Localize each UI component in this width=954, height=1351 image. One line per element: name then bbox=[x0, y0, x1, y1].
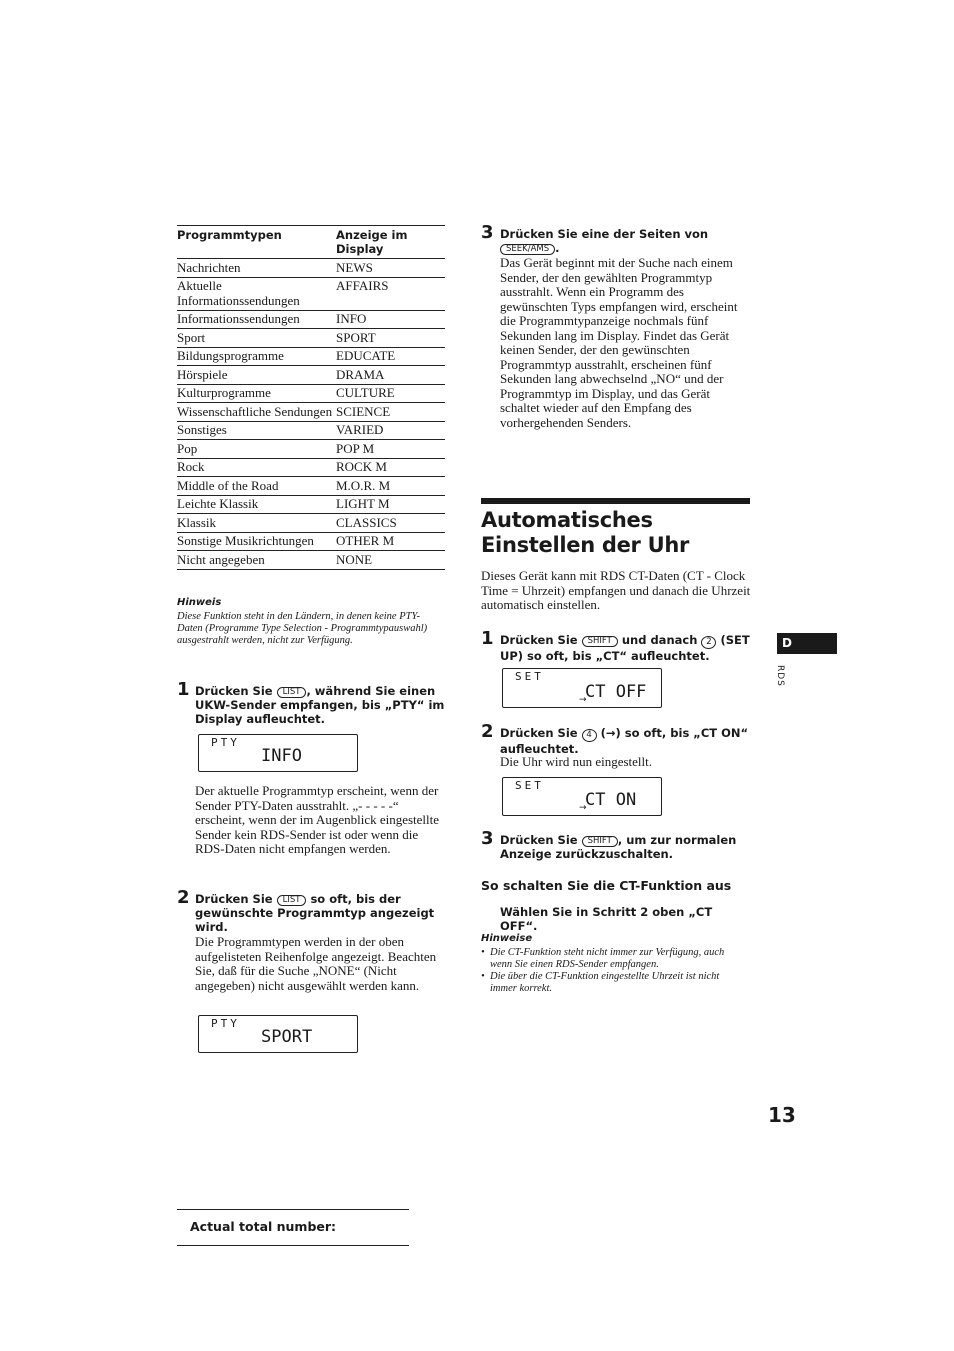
table-cell-programmtyp: Sonstige Musikrichtungen bbox=[177, 532, 336, 551]
hint-item bbox=[481, 971, 743, 995]
table-cell-anzeige: SCIENCE bbox=[336, 403, 445, 422]
table-row bbox=[177, 477, 445, 496]
step-2-pre: Drücken Sie bbox=[195, 892, 273, 906]
ct-step-2-number: 2 bbox=[481, 721, 494, 742]
table-row bbox=[177, 384, 445, 403]
step-2-instruction bbox=[195, 892, 445, 934]
table-row bbox=[177, 347, 445, 366]
table-cell-anzeige: LIGHT M bbox=[336, 495, 445, 514]
table-cell-anzeige: NONE bbox=[336, 551, 445, 570]
table-row bbox=[177, 403, 445, 422]
table-header-anzeige: Anzeige im Display bbox=[336, 226, 445, 259]
step-2-post: so oft, bis der gewünschte Programmtyp angezeigt wird. bbox=[195, 892, 435, 934]
ct-step-3-post: , um zur normalen Anzeige zurückzuschalten. bbox=[500, 833, 737, 861]
seek-ams-key-icon: SEEK/AMS bbox=[500, 244, 555, 255]
table-row bbox=[177, 495, 445, 514]
table-cell-anzeige: CLASSICS bbox=[336, 514, 445, 533]
table-cell-programmtyp: Hörspiele bbox=[177, 366, 336, 385]
actual-total-box bbox=[177, 1209, 409, 1246]
table-body bbox=[177, 259, 445, 570]
step-1-instruction bbox=[195, 684, 445, 726]
ct-step-2-instruction bbox=[500, 726, 752, 756]
table-cell-anzeige: ROCK M bbox=[336, 458, 445, 477]
shift-key-icon: SHIFT bbox=[582, 836, 618, 847]
display-value: CT OFF bbox=[585, 682, 647, 702]
table-row bbox=[177, 277, 445, 310]
actual-total-label: Actual total number: bbox=[190, 1219, 337, 1234]
table-cell-anzeige: INFO bbox=[336, 310, 445, 329]
table-cell-programmtyp: Sport bbox=[177, 329, 336, 348]
table-cell-programmtyp: Nachrichten bbox=[177, 259, 336, 278]
table-row bbox=[177, 421, 445, 440]
table-row bbox=[177, 259, 445, 278]
table-cell-programmtyp: Nicht angegeben bbox=[177, 551, 336, 570]
table-row bbox=[177, 310, 445, 329]
bullet-icon: • bbox=[481, 971, 485, 982]
hints-title: Hinweise bbox=[481, 933, 533, 944]
ct-step-1-instruction bbox=[500, 633, 752, 663]
display-label: PTY bbox=[211, 1017, 240, 1030]
hint-item-text: Die CT-Funktion steht nicht immer zur Verfügung, auch wenn Sie einen RDS-Sender empfangen. bbox=[490, 947, 725, 970]
program-type-table bbox=[177, 225, 445, 570]
table-cell-anzeige: DRAMA bbox=[336, 366, 445, 385]
table-cell-programmtyp: Sonstiges bbox=[177, 421, 336, 440]
display-value: SPORT bbox=[261, 1027, 313, 1047]
display-label: SET bbox=[515, 670, 544, 683]
ct-step-3-instruction bbox=[500, 833, 752, 861]
table-row bbox=[177, 514, 445, 533]
table-cell-programmtyp: Rock bbox=[177, 458, 336, 477]
table-row bbox=[177, 551, 445, 570]
table-cell-anzeige: SPORT bbox=[336, 329, 445, 348]
ct-step-1-mid: und danach bbox=[621, 633, 698, 647]
ct-off-title: So schalten Sie die CT-Funktion aus bbox=[481, 878, 732, 893]
ct-step-1-pre: Drücken Sie bbox=[500, 633, 578, 647]
table-cell-anzeige: VARIED bbox=[336, 421, 445, 440]
hints-list bbox=[481, 947, 743, 995]
page-number: 13 bbox=[768, 1103, 796, 1127]
button-2-icon: 2 bbox=[701, 636, 716, 649]
table-cell-anzeige: EDUCATE bbox=[336, 347, 445, 366]
section-heading: Automatisches Einstellen der Uhr bbox=[481, 508, 690, 557]
table-row bbox=[177, 366, 445, 385]
display-label: SET bbox=[515, 779, 544, 792]
bullet-icon: • bbox=[481, 947, 485, 958]
table-cell-anzeige: OTHER M bbox=[336, 532, 445, 551]
table-cell-anzeige: POP M bbox=[336, 440, 445, 459]
step-2-number: 2 bbox=[177, 887, 190, 908]
step-3-text: Drücken Sie eine der Seiten von bbox=[500, 227, 709, 241]
table-cell-programmtyp: Pop bbox=[177, 440, 336, 459]
step-1-body: Der aktuelle Programmtyp erscheint, wenn der Sender PTY-Daten ausstrahlt. „- - - - -“ erscheint, wenn der im Augenblick eingestellte Sender kein RDS-Sender ist oder wenn die RDS-Daten nicht empfangen werden. bbox=[195, 783, 440, 856]
table-row bbox=[177, 440, 445, 459]
table-cell-programmtyp: Kulturprogramme bbox=[177, 384, 336, 403]
hint-item bbox=[481, 947, 743, 971]
step-3-number: 3 bbox=[481, 222, 494, 243]
table-row bbox=[177, 458, 445, 477]
table-row bbox=[177, 532, 445, 551]
ct-step-2-post: (→) so oft, bis „CT ON“ aufleuchtet. bbox=[500, 726, 749, 756]
table-cell-anzeige: M.O.R. M bbox=[336, 477, 445, 496]
display-ct-off bbox=[502, 668, 662, 708]
ct-step-1-number: 1 bbox=[481, 628, 494, 649]
display-value: CT ON bbox=[585, 790, 637, 810]
table-header-programmtypen: Programmtypen bbox=[177, 226, 336, 259]
hint-title: Hinweis bbox=[177, 597, 222, 608]
table-header-row bbox=[177, 226, 445, 259]
arrow-right-icon: → bbox=[579, 803, 587, 813]
table-cell-programmtyp: Wissenschaftliche Sendungen bbox=[177, 403, 336, 422]
shift-key-icon: SHIFT bbox=[582, 636, 618, 647]
display-value: INFO bbox=[261, 746, 302, 766]
ct-step-3-number: 3 bbox=[481, 828, 494, 849]
hint-text: Diese Funktion steht in den Ländern, in denen keine PTY-Daten (Programme Type Selection - Programmtypauswahl) ausgestrahlt werden, nicht zur Verfügung. bbox=[177, 611, 428, 646]
list-key-icon: LIST bbox=[277, 895, 307, 906]
step-1-pre: Drücken Sie bbox=[195, 684, 273, 698]
hint-item-text: Die über die CT-Funktion eingestellte Uhrzeit ist nicht immer korrekt. bbox=[490, 971, 720, 994]
arrow-right-icon: → bbox=[579, 695, 587, 705]
step-2-body: Die Programmtypen werden in der oben aufgelisteten Reihenfolge angezeigt. Beachten Sie, daß für die Suche „NONE“ (Nicht angegeben) nicht ausgewählt werden kann. bbox=[195, 934, 437, 993]
table-cell-programmtyp: Bildungsprogramme bbox=[177, 347, 336, 366]
step-1-post: , während Sie einen UKW-Sender empfangen, bis „PTY“ im Display aufleuchtet. bbox=[195, 684, 445, 726]
table-cell-programmtyp: Informationssendungen bbox=[177, 310, 336, 329]
ct-step-1-post: (SET UP) so oft, bis „CT“ aufleuchtet. bbox=[500, 633, 750, 663]
display-ct-on bbox=[502, 777, 662, 816]
table-cell-programmtyp: Middle of the Road bbox=[177, 477, 336, 496]
table-row bbox=[177, 329, 445, 348]
table-cell-anzeige: CULTURE bbox=[336, 384, 445, 403]
ct-step-3-pre: Drücken Sie bbox=[500, 833, 578, 847]
table-cell-programmtyp: Aktuelle Informationssendungen bbox=[177, 277, 336, 310]
table-cell-programmtyp: Klassik bbox=[177, 514, 336, 533]
ct-step-2-pre: Drücken Sie bbox=[500, 726, 578, 740]
list-key-icon: LIST bbox=[277, 687, 307, 698]
ct-off-text: Wählen Sie in Schritt 2 oben „CT OFF“. bbox=[500, 905, 713, 933]
section-intro: Dieses Gerät kann mit RDS CT-Daten (CT - Clock Time = Uhrzeit) empfangen und danach die Uhrzeit automatisch einstellen. bbox=[481, 568, 751, 612]
table-cell-anzeige: AFFAIRS bbox=[336, 277, 445, 310]
section-rule bbox=[481, 498, 750, 504]
table-cell-anzeige: NEWS bbox=[336, 259, 445, 278]
step-3-body: Das Gerät beginnt mit der Suche nach einem Sender, der den gewählten Programmtyp ausstrahlt. Wenn ein Programm des gewünschten Typs empfangen wird, erscheint die Programmtypanzeige nochmals fünf Sekunden lang im Display. Findet das Gerät keinen Sender, der den gewünschten Programmtyp ausstrahlt, erscheinen fünf Sekunden lang abwechselnd „NO“ und der Programmtyp im Display, und das Gerät schaltet wieder auf den Empfang des vorhergehenden Senders. bbox=[500, 255, 738, 430]
display-pty-info bbox=[198, 734, 358, 772]
table-cell-programmtyp: Leichte Klassik bbox=[177, 495, 336, 514]
button-4-icon: 4 bbox=[582, 729, 597, 742]
display-pty-sport bbox=[198, 1015, 358, 1053]
step-1-number: 1 bbox=[177, 679, 190, 700]
ct-step-2-body: Die Uhr wird nun eingestellt. bbox=[500, 754, 652, 769]
side-tab-letter: D bbox=[777, 633, 837, 654]
step-3-instruction: Drücken Sie eine der Seiten von SEEK/AMS . bbox=[500, 227, 709, 255]
display-label: PTY bbox=[211, 736, 240, 749]
side-tab-label: RDS bbox=[775, 665, 785, 687]
